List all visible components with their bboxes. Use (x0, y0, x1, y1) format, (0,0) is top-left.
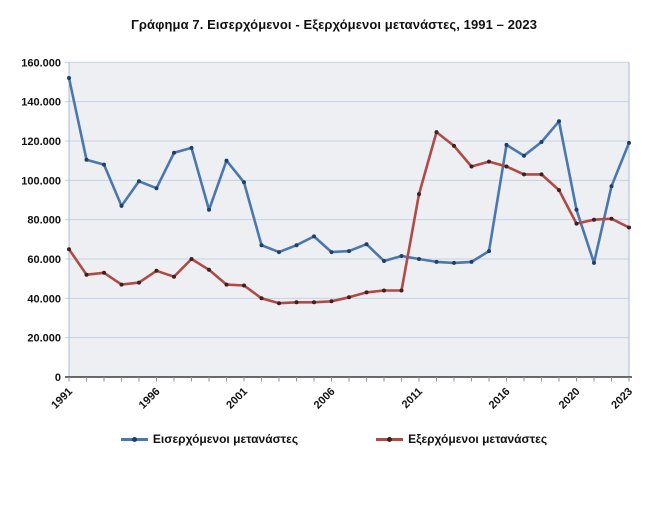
svg-text:20.000: 20.000 (27, 332, 61, 345)
svg-text:2001: 2001 (224, 385, 251, 412)
svg-text:0: 0 (54, 372, 61, 384)
svg-text:60.000: 60.000 (27, 253, 61, 266)
svg-text:1991: 1991 (49, 385, 76, 412)
svg-text:2020: 2020 (556, 385, 583, 412)
svg-text:160.000: 160.000 (21, 57, 61, 70)
svg-text:2011: 2011 (399, 385, 426, 412)
legend-item-incoming (121, 432, 298, 446)
legend-label-incoming: Εισερχόμενοι μετανάστες (152, 432, 299, 446)
svg-text:2023: 2023 (609, 385, 636, 412)
svg-text:1996: 1996 (136, 385, 163, 412)
chart-title: Γράφημα 7. Εισερχόμενοι - Εξερχόμενοι μετανάστες, 1991 – 2023 (130, 17, 538, 32)
legend-label-outgoing: Εξερχόμενοι μετανάστες (408, 432, 548, 446)
svg-text:120.000: 120.000 (21, 135, 61, 148)
svg-text:2006: 2006 (311, 385, 338, 412)
svg-text:2016: 2016 (486, 385, 513, 412)
chart-legend (0, 432, 668, 446)
svg-text:40.000: 40.000 (27, 293, 61, 306)
y-axis-labels (21, 57, 61, 384)
legend-item-outgoing (376, 432, 547, 446)
svg-text:80.000: 80.000 (27, 214, 61, 227)
outgoing-series-swatch-icon (376, 438, 403, 441)
svg-text:100.000: 100.000 (21, 175, 61, 188)
x-axis-labels (49, 386, 635, 412)
svg-text:140.000: 140.000 (21, 96, 61, 109)
incoming-series-swatch-icon (121, 438, 148, 441)
